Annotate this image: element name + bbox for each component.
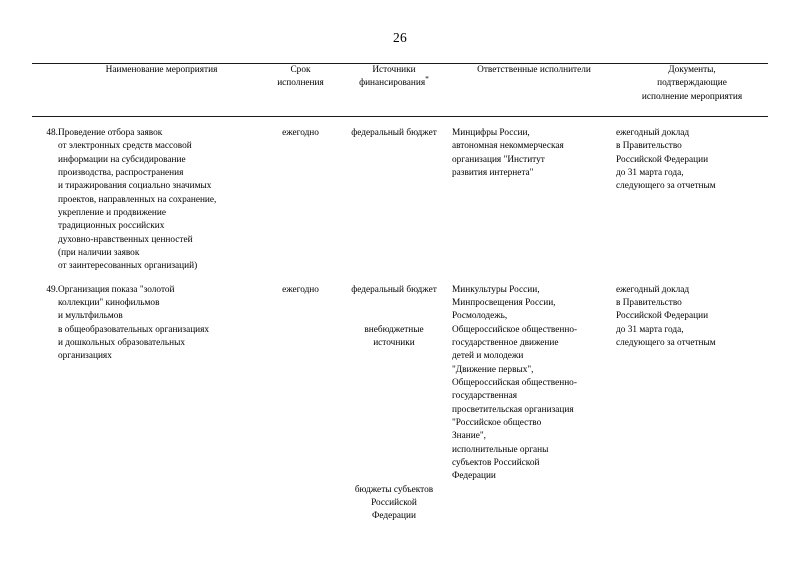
row-confirming-documents-lines bbox=[616, 127, 768, 194]
row-number: 49. bbox=[46, 284, 58, 295]
row-term-lines bbox=[265, 284, 336, 297]
text-line: развития интернета" bbox=[452, 167, 534, 178]
text-line: федеральный бюджет bbox=[351, 284, 437, 295]
text-line: исполнительные органы bbox=[452, 444, 549, 455]
text-line: ежегодный доклад bbox=[616, 128, 690, 138]
text-line: субъектов Российской bbox=[452, 457, 540, 468]
text-line: следующего за отчетным bbox=[616, 181, 716, 192]
header-confirming-documents-line-1: Документы, bbox=[668, 65, 716, 75]
header-term bbox=[265, 64, 336, 117]
row-funding-source-lines bbox=[336, 127, 452, 140]
header-funding-source-line-2-text: финансирования bbox=[359, 78, 426, 89]
text-line: следующего за отчетным bbox=[616, 337, 716, 348]
text-line: источники bbox=[373, 337, 415, 348]
header-number bbox=[32, 64, 58, 117]
text-line: от электронных средств массовой bbox=[58, 141, 192, 152]
text-line: государственное движение bbox=[452, 337, 559, 348]
text-line: укрепление и продвижение bbox=[58, 207, 166, 218]
text-line: Российской Федерации bbox=[616, 311, 709, 322]
row-responsible-executors bbox=[452, 127, 616, 274]
text-line: в общеобразовательных организациях bbox=[58, 324, 210, 335]
text-line: проектов, направленных на сохранение, bbox=[58, 194, 217, 205]
table-row bbox=[32, 127, 768, 274]
text-line: Минкультуры России, bbox=[452, 284, 540, 295]
text-line: традиционных российских bbox=[58, 221, 165, 232]
footnote-marker-icon: * bbox=[425, 74, 429, 84]
text-line: в Правительство bbox=[616, 141, 682, 152]
text-line: просветительская организация bbox=[452, 404, 574, 415]
text-line: и мультфильмов bbox=[58, 311, 123, 322]
text-line: от заинтересованных организаций) bbox=[58, 261, 198, 272]
text-line: Минпросвещения России, bbox=[452, 297, 556, 308]
page-number: 26 bbox=[393, 30, 407, 45]
row-funding-source-lines bbox=[336, 284, 452, 524]
text-line: в Правительство bbox=[616, 297, 682, 308]
text-line: "Российское общество bbox=[452, 417, 542, 428]
row-confirming-documents-lines bbox=[616, 284, 768, 351]
row-activity-name bbox=[58, 284, 265, 524]
row-term bbox=[265, 127, 336, 274]
text-line: производства, распространения bbox=[58, 167, 184, 178]
header-confirming-documents-line-3: исполнение мероприятия bbox=[641, 91, 743, 102]
table-header bbox=[32, 64, 768, 117]
text-line: организация "Институт bbox=[452, 154, 545, 165]
text-line: до 31 марта года, bbox=[616, 167, 684, 178]
row-responsible-executors bbox=[452, 284, 616, 524]
row-funding-source bbox=[336, 127, 452, 274]
table-row bbox=[32, 284, 768, 524]
table-spacer-row bbox=[32, 117, 768, 128]
row-term-lines bbox=[265, 127, 336, 140]
header-funding-source-line-1: Источники bbox=[372, 65, 416, 75]
text-line: ежегодно bbox=[282, 284, 319, 295]
header-responsible-executors: Ответственные исполнители bbox=[452, 64, 616, 117]
text-line: Российской Федерации bbox=[616, 154, 709, 165]
row-responsible-executors-lines bbox=[452, 284, 616, 484]
header-confirming-documents-line-2: подтверждающие bbox=[657, 78, 727, 89]
text-line: внебюджетные bbox=[364, 324, 424, 335]
text-line: Общероссийская общественно- bbox=[452, 377, 577, 388]
text-line: Российской bbox=[371, 497, 417, 508]
row-confirming-documents bbox=[616, 284, 768, 524]
text-line: Общероссийское общественно- bbox=[452, 324, 578, 335]
table-spacer-row bbox=[32, 274, 768, 284]
activities-table-container bbox=[32, 63, 768, 534]
text-line: (при наличии заявок bbox=[58, 247, 140, 258]
table-body bbox=[32, 117, 768, 534]
text-line: ежегодный доклад bbox=[616, 284, 690, 295]
text-line: организациях bbox=[58, 351, 112, 362]
row-activity-name-lines bbox=[58, 127, 265, 274]
text-line: и дошкольных образовательных bbox=[58, 337, 185, 348]
text-line: Федерации bbox=[372, 511, 416, 522]
header-term-line-1: Срок bbox=[290, 65, 311, 75]
text-line: Знание", bbox=[452, 431, 486, 442]
row-activity-name-lines bbox=[58, 284, 265, 364]
row-funding-source bbox=[336, 284, 452, 524]
text-line: автономная некоммерческая bbox=[452, 141, 564, 152]
header-term-line-2: исполнения bbox=[277, 78, 324, 89]
text-line: до 31 марта года, bbox=[616, 324, 684, 335]
text-line: государственная bbox=[452, 391, 518, 402]
header-activity-name: Наименование мероприятия bbox=[58, 64, 265, 117]
text-line: "Движение первых", bbox=[452, 364, 534, 375]
row-number: 48. bbox=[46, 128, 58, 138]
table-spacer-row bbox=[32, 524, 768, 534]
text-line: духовно-нравственных ценностей bbox=[58, 234, 193, 245]
row-confirming-documents bbox=[616, 127, 768, 274]
text-line: Федерации bbox=[452, 471, 496, 482]
header-funding-source-line-2 bbox=[336, 74, 452, 90]
text-line: федеральный бюджет bbox=[351, 128, 437, 138]
text-line: и тиражирования социально значимых bbox=[58, 181, 212, 192]
header-funding-source bbox=[336, 64, 452, 117]
activities-table bbox=[32, 63, 768, 534]
header-confirming-documents bbox=[616, 64, 768, 117]
text-line: коллекции" кинофильмов bbox=[58, 297, 160, 308]
text-line: ежегодно bbox=[282, 128, 319, 138]
text-line: детей и молодежи bbox=[452, 351, 524, 362]
text-line: информации на субсидирование bbox=[58, 154, 186, 165]
row-activity-name bbox=[58, 127, 265, 274]
row-responsible-executors-lines bbox=[452, 127, 616, 180]
text-line: Организация показа "золотой bbox=[58, 284, 175, 295]
text-line: Проведение отбора заявок bbox=[58, 128, 163, 138]
text-line: бюджеты субъектов bbox=[354, 484, 434, 495]
text-line: Росмолодежь, bbox=[452, 311, 508, 322]
row-term bbox=[265, 284, 336, 524]
text-line: Минцифры России, bbox=[452, 128, 530, 138]
